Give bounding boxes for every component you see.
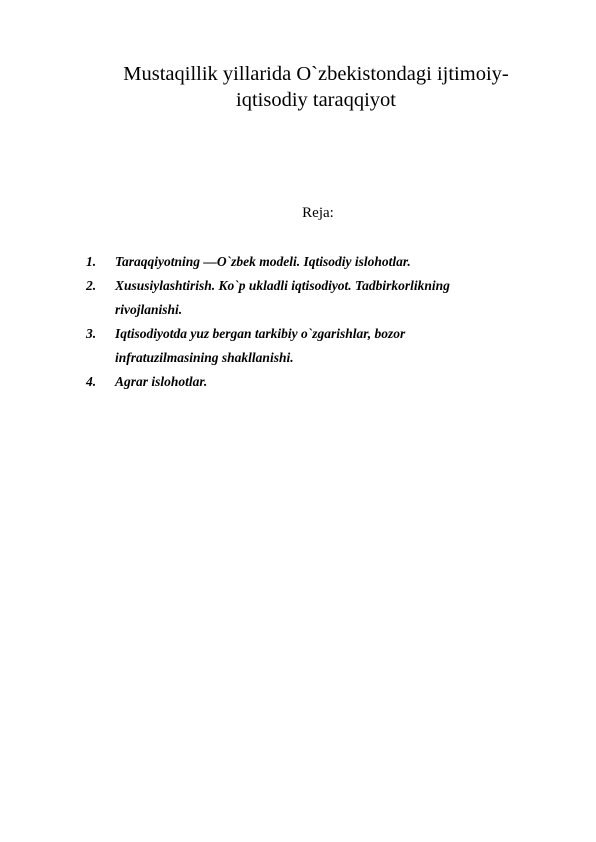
plan-heading: Reja:: [302, 205, 334, 221]
document-title: [96, 61, 536, 113]
plan-item-1: [86, 250, 556, 274]
plan-item-4: [86, 370, 556, 394]
plan-item-number: 4.: [86, 374, 97, 389]
plan-item-line: Agrar islohotlar.: [115, 374, 208, 389]
plan-item-text: [115, 322, 556, 370]
plan-item-number: 1.: [86, 254, 97, 269]
title-line-2: iqtisodiy taraqqiyot: [236, 89, 396, 111]
plan-item-number: 2.: [86, 278, 97, 293]
plan-item-text: [115, 370, 556, 394]
plan-item-3: [86, 322, 556, 370]
plan-item-line: Taraqqiyotning ―O`zbek modeli. Iqtisodiy islohotlar.: [115, 254, 411, 269]
plan-item-text: [115, 274, 556, 322]
plan-item-2: [86, 274, 556, 322]
plan-item-text: [115, 250, 556, 274]
plan-item-line: infratuzilmasining shakllanishi.: [115, 350, 294, 365]
plan-item-number: 3.: [86, 326, 97, 341]
plan-item-line: rivojlanishi.: [115, 302, 183, 317]
plan-list: [86, 250, 556, 394]
plan-item-line: Iqtisodiyotda yuz bergan tarkibiy o`zgarishlar, bozor: [115, 326, 406, 341]
title-line-1: Mustaqillik yillarida O`zbekistondagi ijtimoiy-: [123, 63, 509, 85]
plan-item-line: Xususiylashtirish. Ko`p ukladli iqtisodiyot. Tadbirkorlikning: [115, 278, 450, 293]
